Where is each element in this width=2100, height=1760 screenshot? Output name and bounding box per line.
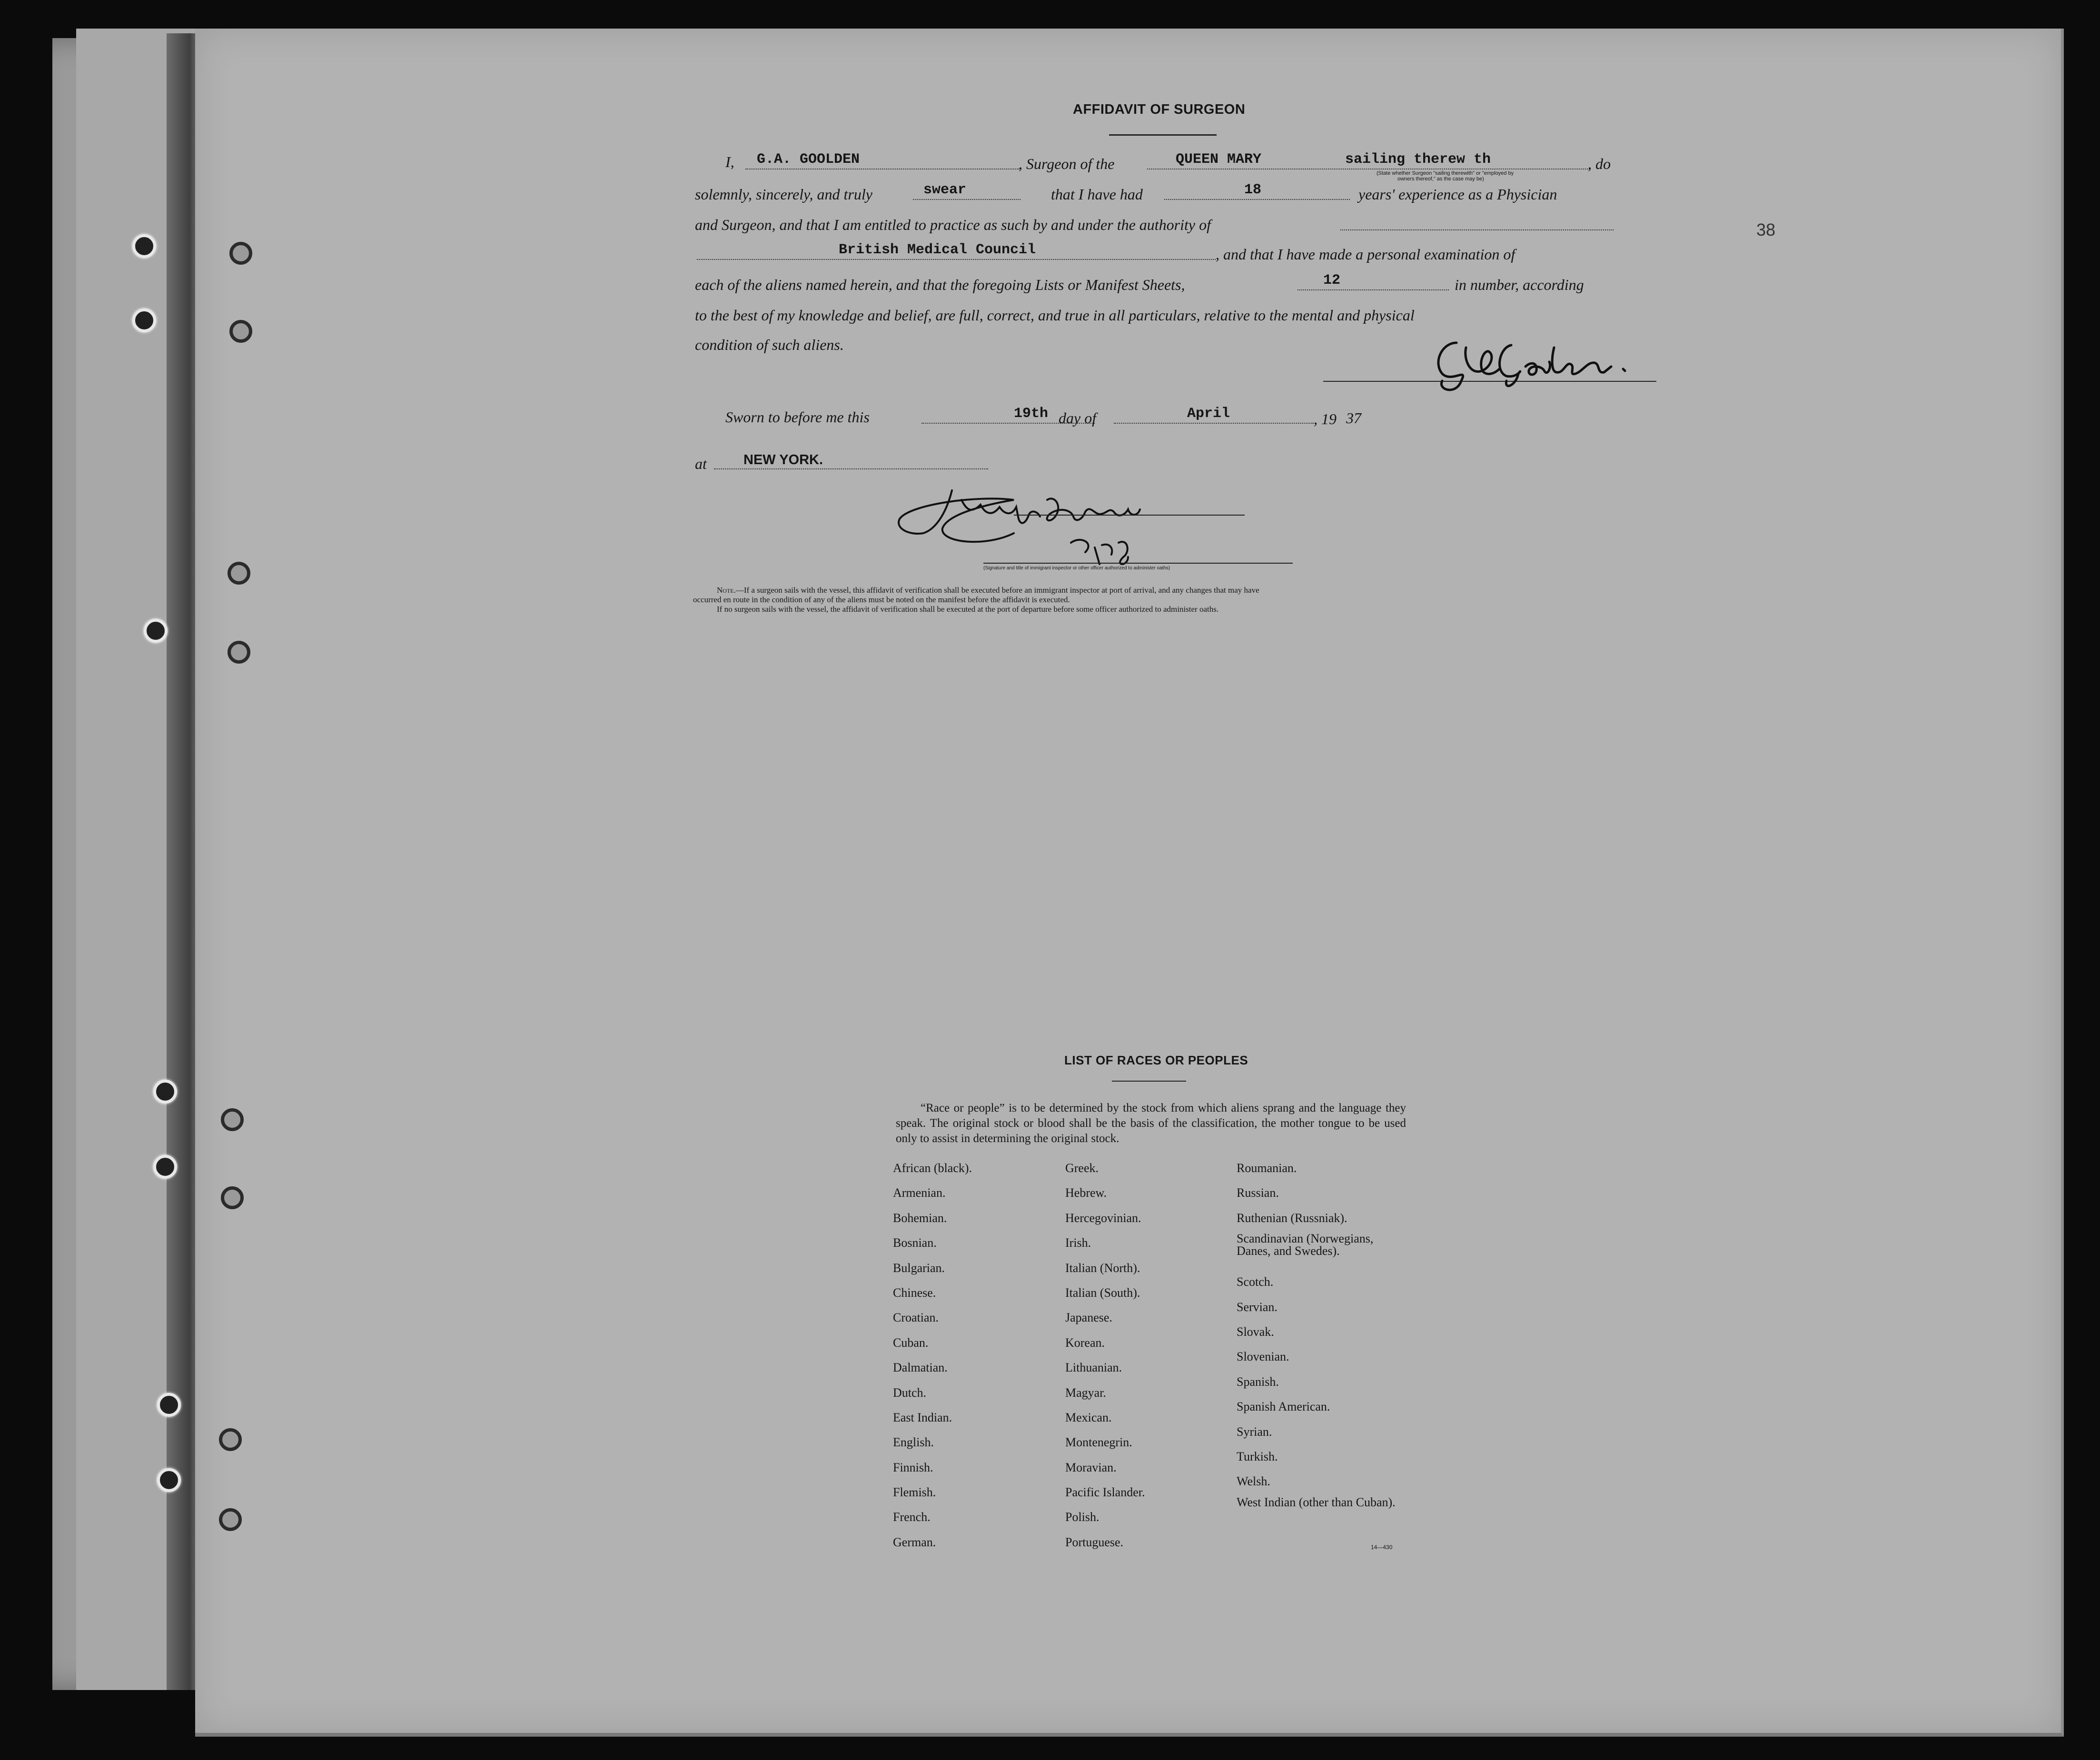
affidavit-note-line3: If no surgeon sails with the vessel, the affidavit of verification shall be executed at the port of departure before some officer authorized to administer oaths. (717, 605, 1219, 614)
race-item: French. (893, 1510, 931, 1524)
binder-hole (157, 1393, 181, 1417)
margin-page-number: 38 (1756, 220, 1776, 239)
race-item: West Indian (other than Cuban). (1237, 1495, 1396, 1509)
race-item: English. (893, 1435, 934, 1450)
race-item: Slovak. (1237, 1324, 1274, 1339)
place-blank (714, 468, 988, 469)
surgeon-status-field: sailing therew th (1345, 151, 1491, 168)
race-item: Chinese. (893, 1285, 936, 1300)
race-item: Slovenian. (1237, 1350, 1289, 1364)
sheets-field: 12 (1323, 272, 1341, 288)
binder-hole (221, 1186, 244, 1209)
binder-hole (132, 234, 156, 258)
race-item: Bulgarian. (893, 1261, 945, 1275)
binder-hole (228, 562, 250, 585)
race-item: Italian (South). (1065, 1285, 1140, 1300)
race-item: Spanish. (1237, 1374, 1279, 1389)
race-item: Japanese. (1065, 1311, 1112, 1325)
race-item: Irish. (1065, 1236, 1091, 1250)
oath-field: swear (923, 182, 967, 198)
surgeon-signature (1423, 328, 1652, 395)
sworn-label: Sworn to before me this (725, 408, 870, 426)
status-note-2: owners thereof," as the case may be) (1397, 176, 1484, 182)
race-item: Lithuanian. (1065, 1361, 1122, 1375)
line5-pre: each of the aliens named herein, and that the foregoing Lists or Manifest Sheets, (695, 276, 1185, 293)
race-item: Ruthenian (Russniak). (1237, 1211, 1347, 1225)
race-item: Bohemian. (893, 1211, 947, 1225)
sworn-month-field: April (1187, 406, 1230, 422)
day-of-label: day of (1059, 409, 1097, 427)
status-note-1: (State whether Surgeon "sailing therewith" or "employed by (1377, 170, 1514, 176)
authority-blank-b (697, 259, 1216, 260)
line3: and Surgeon, and that I am entitled to practice as such by and under the authority of (695, 216, 1211, 233)
race-item: Greek. (1065, 1161, 1099, 1175)
race-item: Magyar. (1065, 1385, 1106, 1400)
races-column-1 (893, 1156, 972, 1555)
affidavit-i: I, (725, 153, 734, 170)
race-item: Russian. (1237, 1186, 1279, 1200)
line6: to the best of my knowledge and belief, are full, correct, and true in all particulars, relative to the mental and physical (695, 307, 1415, 324)
year-prefix: , 19 (1314, 410, 1337, 428)
race-item: Dutch. (893, 1385, 927, 1400)
authority-blank-a (1340, 229, 1614, 230)
oath-blank (913, 199, 1020, 200)
race-item: Scandinavian (Norwegians, Danes, and Swedes). (1237, 1232, 1374, 1258)
inspector-signature-line (983, 563, 1293, 564)
years-blank (1164, 199, 1350, 200)
race-item: Korean. (1065, 1335, 1105, 1350)
authority-field: British Medical Council (839, 242, 1036, 258)
title-underline (1109, 134, 1217, 136)
race-item: Cuban. (893, 1335, 929, 1350)
binder-hole (221, 1108, 244, 1131)
race-item: African (black). (893, 1161, 972, 1175)
race-item: Syrian. (1237, 1424, 1272, 1439)
years-field: 18 (1244, 182, 1262, 198)
race-item: East Indian. (893, 1410, 952, 1424)
race-item: Pacific Islander. (1065, 1485, 1145, 1500)
surgeon-name-field: G.A. GOOLDEN (757, 151, 860, 168)
race-item: Montenegrin. (1065, 1435, 1132, 1450)
sworn-month-blank (1114, 423, 1314, 424)
signature-caption: (Signature and title of immigrant inspector or other officer authorized to administer oaths) (983, 566, 1170, 571)
binder-hole (157, 1468, 181, 1492)
line7: condition of such aliens. (695, 336, 844, 353)
race-item: Croatian. (893, 1311, 939, 1325)
race-item: Scotch. (1237, 1275, 1274, 1289)
race-item: Portuguese. (1065, 1535, 1124, 1549)
race-item: Polish. (1065, 1510, 1100, 1524)
race-item: Welsh. (1237, 1474, 1270, 1489)
race-item: Italian (North). (1065, 1261, 1140, 1275)
place-field: NEW YORK. (743, 452, 823, 467)
race-item: Servian. (1237, 1300, 1278, 1314)
note-label: Note. (717, 586, 736, 595)
race-item: Mexican. (1065, 1410, 1112, 1424)
sworn-year-field: 37 (1346, 409, 1361, 427)
races-column-3 (1237, 1156, 1398, 1533)
race-item: Bosnian. (893, 1236, 937, 1250)
race-item: Hebrew. (1065, 1186, 1107, 1200)
binder-hole (144, 619, 168, 643)
vessel-field: QUEEN MARY (1176, 151, 1262, 168)
line2-mid: that I have had (1051, 186, 1143, 203)
affidavit-title: AFFIDAVIT OF SURGEON (1073, 102, 1246, 117)
binder-hole (219, 1428, 242, 1451)
at-label: at (695, 455, 707, 472)
binder-hole (229, 320, 252, 343)
line2-post: years' experience as a Physician (1358, 186, 1557, 203)
binder-hole (153, 1155, 177, 1179)
race-item: Moravian. (1065, 1460, 1117, 1474)
races-title: LIST OF RACES OR PEOPLES (1064, 1053, 1248, 1067)
race-item: Finnish. (893, 1460, 933, 1474)
do-label: , do (1588, 155, 1611, 172)
race-item: Turkish. (1237, 1449, 1278, 1463)
surgeon-of-label: , Surgeon of the (1019, 155, 1115, 172)
affidavit-note-line2: occurred en route in the condition of any of the aliens must be noted on the manifest before the affidavit is executed. (693, 595, 1070, 604)
races-intro: “Race or people” is to be determined by the stock from which aliens sprang and the language they speak. The original stock or blood shall be the basis of the classification, the mother tongue to be used only to assist in determining the original stock. (896, 1102, 1406, 1145)
race-item: Flemish. (893, 1485, 936, 1500)
race-item: Roumanian. (1237, 1161, 1297, 1175)
sheets-blank (1298, 289, 1449, 290)
line2-pre: solemnly, sincerely, and truly (695, 186, 872, 203)
binder-hole (229, 242, 252, 265)
note-text-1: —If a surgeon sails with the vessel, this affidavit of verification shall be executed before an immigrant inspector at port of arrival, and any changes that may have (735, 586, 1259, 595)
race-item: German. (893, 1535, 936, 1549)
binder-hole (219, 1508, 242, 1531)
race-item: Dalmatian. (893, 1361, 948, 1375)
races-column-2 (1065, 1156, 1145, 1555)
sworn-day-field: 19th (1014, 406, 1049, 422)
binder-hole (153, 1080, 177, 1104)
race-item: Hercegovinian. (1065, 1211, 1141, 1225)
binder-hole (132, 308, 156, 332)
race-item: Armenian. (893, 1186, 946, 1200)
inspector-signature (890, 481, 1252, 576)
race-item: Spanish American. (1237, 1400, 1330, 1414)
affidavit-note-line1 (717, 586, 1259, 595)
line4-post: , and that I have made a personal examination of (1216, 246, 1516, 263)
form-number: 14—430 (1371, 1544, 1393, 1551)
line5-post: in number, according (1455, 276, 1584, 293)
races-title-underline (1112, 1081, 1186, 1082)
binder-hole (228, 641, 250, 664)
